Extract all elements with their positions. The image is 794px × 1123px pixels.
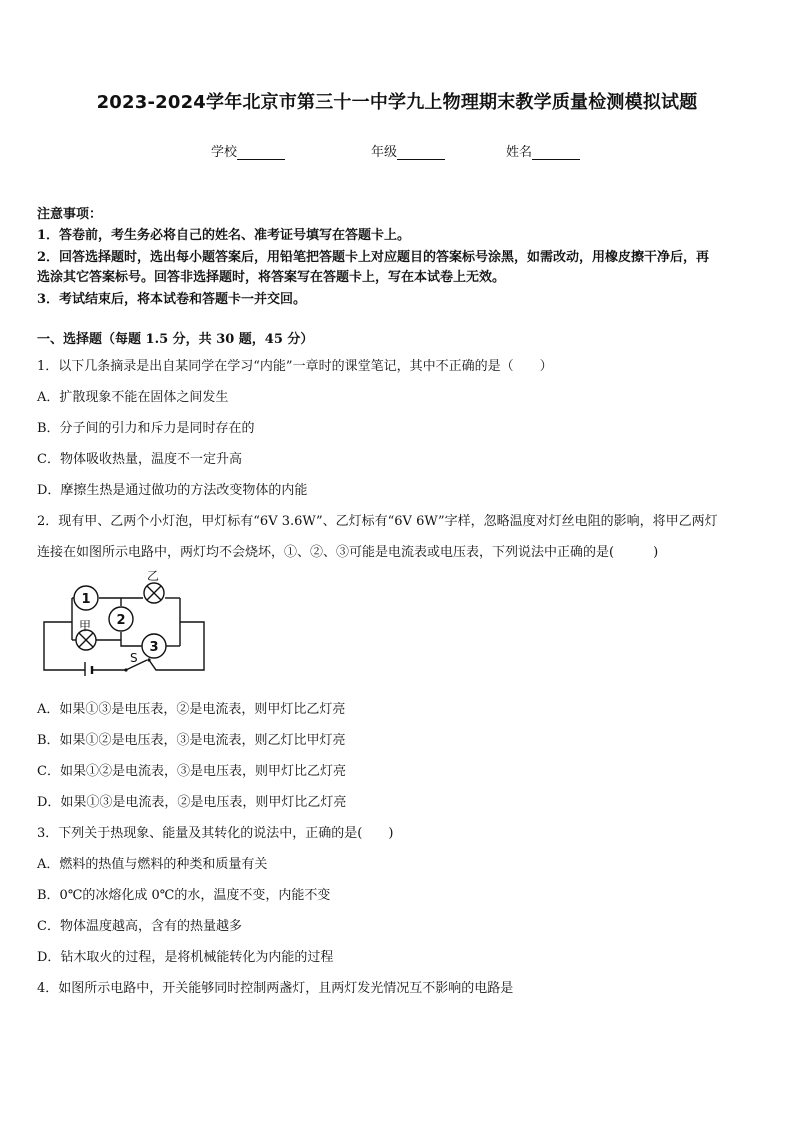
name-label: 姓名 xyxy=(506,145,533,160)
switch-label: S xyxy=(130,651,138,665)
question-2-option: A．如果①③是电压表，②是电流表，则甲灯比乙灯亮 xyxy=(37,702,346,717)
grade-blank xyxy=(397,145,445,160)
question-1-option: B．分子间的引力和斥力是同时存在的 xyxy=(37,421,255,436)
question-3-option: B．0℃的冰熔化成 0℃的水，温度不变，内能不变 xyxy=(37,888,331,903)
question-2-option: B．如果①②是电压表，③是电流表，则乙灯比甲灯亮 xyxy=(37,733,346,748)
lamp-jia-label: 甲 xyxy=(79,619,92,633)
circuit-diagram xyxy=(36,566,206,676)
notice-item: 选涂其它答案标号。回答非选择题时，将答案写在答题卡上，写在本试卷上无效。 xyxy=(37,270,506,285)
question-1-option: C．物体吸收热量，温度不一定升高 xyxy=(37,452,242,467)
question-1-option: D．摩擦生热是通过做功的方法改变物体的内能 xyxy=(37,483,308,498)
question-3-option: A．燃料的热值与燃料的种类和质量有关 xyxy=(37,857,268,872)
question-2-option: C．如果①②是电流表，③是电压表，则甲灯比乙灯亮 xyxy=(37,764,346,779)
grade-field xyxy=(371,141,445,160)
notice-item: 3．考试结束后，将本试卷和答题卡一并交回。 xyxy=(37,292,307,307)
lamp-yi-label: 乙 xyxy=(147,569,160,583)
meter-2-label: 2 xyxy=(116,613,126,628)
question-1-option: A．扩散现象不能在固体之间发生 xyxy=(37,390,229,405)
meter-3-label: 3 xyxy=(149,640,159,655)
question-2-option: D．如果①③是电流表，②是电压表，则甲灯比乙灯亮 xyxy=(37,795,347,810)
question-4-stem: 4．如图所示电路中，开关能够同时控制两盏灯，且两灯发光情况互不影响的电路是 xyxy=(37,981,514,996)
section-heading: 一、选择题（每题 1.5 分，共 30 题，45 分） xyxy=(37,332,314,347)
notice-item: 1．答卷前，考生务必将自己的姓名、准考证号填写在答题卡上。 xyxy=(37,228,411,243)
exam-title: 2023-2024学年北京市第三十一中学九上物理期末教学质量检测模拟试题 xyxy=(96,92,698,113)
question-3-option: D．钻木取火的过程，是将机械能转化为内能的过程 xyxy=(37,950,334,965)
question-3-stem: 3．下列关于热现象、能量及其转化的说法中，正确的是( ) xyxy=(37,826,394,841)
grade-label: 年级 xyxy=(371,145,398,160)
question-1-stem: 1．以下几条摘录是出自某同学在学习“内能”一章时的课堂笔记，其中不正确的是（ ） xyxy=(37,359,553,374)
question-2-stem: 连接在如图所示电路中，两灯均不会烧坏，①、②、③可能是电流表或电压表，下列说法中正确的是( ) xyxy=(37,545,659,560)
question-2-stem: 2．现有甲、乙两个小灯泡，甲灯标有“6V 3.6W”、乙灯标有“6V 6W”字样，忽略温度对灯丝电阻的影响，将甲乙两灯 xyxy=(37,514,718,529)
school-field xyxy=(211,141,285,160)
question-3-option: C．物体温度越高，含有的热量越多 xyxy=(37,919,242,934)
name-field xyxy=(506,141,580,160)
meter-1-label: 1 xyxy=(81,592,91,607)
school-label: 学校 xyxy=(211,145,238,160)
school-blank xyxy=(237,145,285,160)
notice-item: 2．回答选择题时，选出每小题答案后，用铅笔把答题卡上对应题目的答案标号涂黑，如需改动，用橡皮擦干净后，再 xyxy=(37,250,710,265)
notice-heading: 注意事项： xyxy=(37,207,103,222)
name-blank xyxy=(532,145,580,160)
